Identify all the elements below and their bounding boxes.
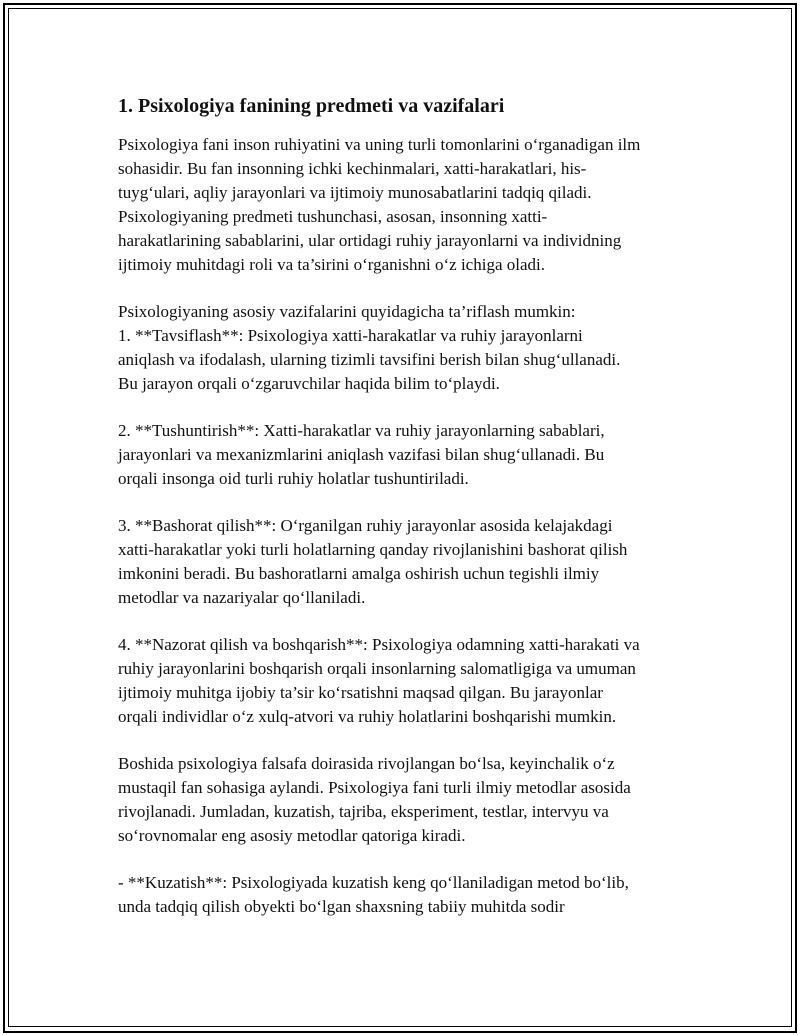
text-line: mustaqil fan sohasiga aylandi. Psixologiya fani turli ilmiy metodlar asosida	[118, 778, 631, 797]
text-line: sohasidir. Bu fan insonning ichki kechinmalari, xatti-harakatlari, his-	[118, 159, 587, 178]
text-line: ijtimoiy muhitdagi roli va ta’sirini o‘rganishni o‘z ichiga oladi.	[118, 255, 545, 274]
paragraph-task-explanation	[118, 419, 698, 491]
text-line: Psixologiyaning predmeti tushunchasi, asosan, insonning xatti-	[118, 207, 548, 226]
paragraph-task-control	[118, 633, 698, 729]
text-line: Psixologiyaning asosiy vazifalarini quyidagicha ta’riflash mumkin:	[118, 302, 576, 321]
paragraph-task-prediction	[118, 514, 698, 610]
text-line: orqali insonga oid turli ruhiy holatlar tushuntiriladi.	[118, 469, 469, 488]
text-line: tuyg‘ulari, aqliy jarayonlari va ijtimoiy munosabatlarini tadqiq qiladi.	[118, 183, 592, 202]
text-line: Boshida psixologiya falsafa doirasida rivojlangan bo‘lsa, keyinchalik o‘z	[118, 754, 615, 773]
text-line: Bu jarayon orqali o‘zgaruvchilar haqida bilim to‘playdi.	[118, 374, 500, 393]
section-heading: 1. Psixologiya fanining predmeti va vazifalari	[118, 95, 505, 117]
text-line: so‘rovnomalar eng asosiy metodlar qatoriga kiradi.	[118, 826, 466, 845]
text-line: ruhiy jarayonlarini boshqarish orqali insonlarning salomatligiga va umuman	[118, 659, 636, 678]
document-body	[118, 93, 698, 942]
text-line: metodlar va nazariyalar qo‘llaniladi.	[118, 588, 366, 607]
text-line: aniqlash va ifodalash, ularning tizimli tavsifini berish bilan shug‘ullanadi.	[118, 350, 621, 369]
paragraph-tasks-intro	[118, 300, 698, 396]
paragraph-history-methods	[118, 752, 698, 848]
paragraph-intro	[118, 133, 698, 277]
text-line: xatti-harakatlar yoki turli holatlarning qanday rivojlanishini bashorat qilish	[118, 540, 628, 559]
text-line: 4. **Nazorat qilish va boshqarish**: Psixologiya odamning xatti-harakati va	[118, 635, 640, 654]
text-line: unda tadqiq qilish obyekti bo‘lgan shaxsning tabiiy muhitda sodir	[118, 897, 565, 916]
text-line: 2. **Tushuntirish**: Xatti-harakatlar va ruhiy jarayonlarning sabablari,	[118, 421, 605, 440]
text-line: rivojlanadi. Jumladan, kuzatish, tajriba, eksperiment, testlar, intervyu va	[118, 802, 609, 821]
text-line: Psixologiya fani inson ruhiyatini va uning turli tomonlarini o‘rganadigan ilm	[118, 135, 641, 154]
text-line: orqali individlar o‘z xulq-atvori va ruhiy holatlarini boshqarishi mumkin.	[118, 707, 617, 726]
text-line: ijtimoiy muhitga ijobiy ta’sir ko‘rsatishni maqsad qilgan. Bu jarayonlar	[118, 683, 603, 702]
text-line: - **Kuzatish**: Psixologiyada kuzatish keng qo‘llaniladigan metod bo‘lib,	[118, 873, 629, 892]
text-line: 3. **Bashorat qilish**: O‘rganilgan ruhiy jarayonlar asosida kelajakdagi	[118, 516, 613, 535]
text-line: 1. **Tavsiflash**: Psixologiya xatti-harakatlar va ruhiy jarayonlarni	[118, 326, 583, 345]
text-line: harakatlarining sabablarini, ular ortidagi ruhiy jarayonlarni va individning	[118, 231, 622, 250]
text-line: imkonini beradi. Bu bashoratlarni amalga oshirish uchun tegishli ilmiy	[118, 564, 600, 583]
text-line: jarayonlari va mexanizmlarini aniqlash vazifasi bilan shug‘ullanadi. Bu	[118, 445, 605, 464]
paragraph-observation	[118, 871, 698, 919]
